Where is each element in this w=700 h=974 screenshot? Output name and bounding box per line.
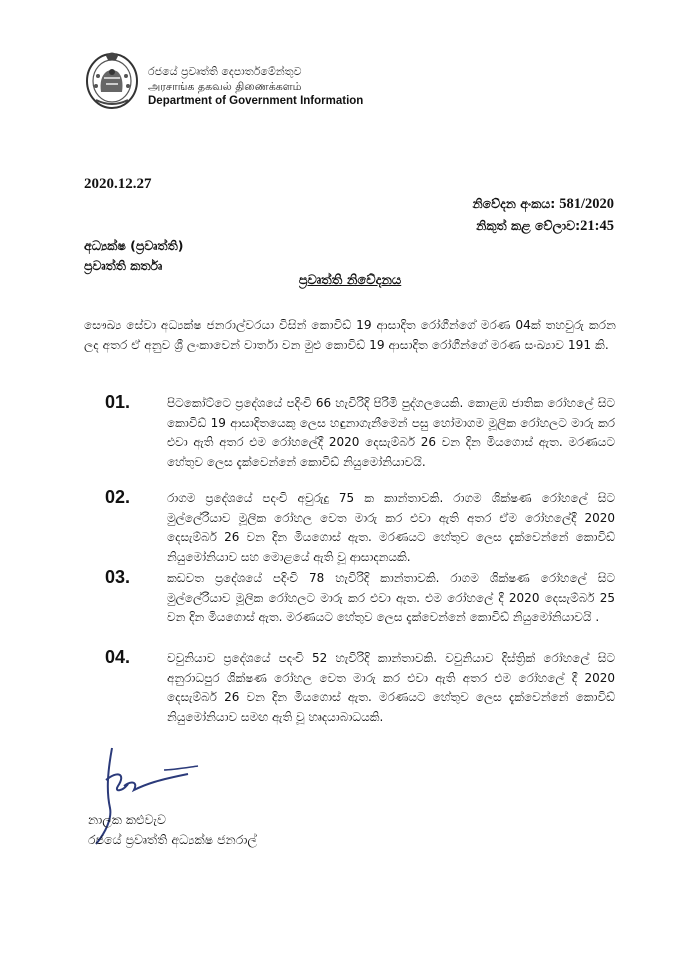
reference-block: [473, 193, 614, 237]
release-number: 581/2020: [559, 196, 614, 212]
department-name: [148, 64, 363, 109]
item-number: 03.: [105, 567, 131, 587]
addressee-line: ප්‍රවෘත්ති කර්තෘ: [84, 258, 163, 273]
release-time-label: නිකුත් කළ වේලාව:: [476, 218, 581, 233]
release-number-row: [473, 193, 614, 215]
item-text: වවුනියාව ප්‍රදේශයේ පදංචි 52 හැවිරිදි කාන්තාවකි. වවුනියාව දිස්ත්‍රික් රෝහලේ සිට අනුරාධපුර ශික්ෂණ රෝහල වෙත මාරු කර එවා ඇති අතර එම රෝහලේ දී 2020 දෙසැම්බර් 26 වන දින මියගොස් ඇත. මරණයට හේතුව ලෙස දැක්වෙන්නේ කොවිඩ් නියුමෝනියාව සමඟ ඇති වූ හෘදයාබාධයකි.: [167, 651, 615, 724]
release-time: 21:45: [580, 218, 614, 234]
item-text: කඩවත ප්‍රදේශයේ පදිංචි 78 හැවිරිදි කාන්තාවකි. රාගම ශික්ෂණ රෝහලේ සිට මුල්ලේරියාව මූලික රෝහලට මාරු කර එවා ඇත. එම රෝහලේ දී 2020 දෙසැම්බර් 25 වන දින මියගොස් ඇත. මරණයට හේතුව ලෙස දැක්වෙන්නේ කොවිඩ් නියුමෝනියාවයි .: [167, 571, 615, 624]
document-title-text: ප්‍රවෘත්ති නිවේදනය: [298, 273, 402, 288]
signer-designation: රජයේ ප්‍රවෘත්ති අධ්‍යක්ෂ ජනරාල්: [88, 832, 257, 847]
item-text: රාගම ප්‍රදේශයේ පදංචි අවුරුදු 75 ක කාන්තාවකි. රාගම ශික්ෂණ රෝහලේ සිට මුල්ලේරියාව මූලික රෝහල වෙත මාරු කර එවා ඇති අතර ඒම රෝහලේදී 2020 දෙසැම්බර් 26 වන දින මියගොස් ඇත. මරණයට හේතුව ලෙස දැක්වෙන්නේ කොවිඩ් නියුමෝනියාව සහ මොළයේ ඇති වූ ආසාදනයකි.: [167, 491, 615, 564]
department-name-tamil: அரசாங்க தகவல் திணைக்களம்: [148, 80, 302, 93]
item-text: පිටකෝට්ටෙ ප්‍රදේශයේ පදිංචි 66 හැවිරිදි පිරිමි පුද්ගලයෙකි. කොළඹ ජාතික රෝහලේ සිට කොවිඩ් 19 ආසාදිතයෙකු ලෙස හඳුනාගැනීමෙන් පසු හෝමාගම මූලික රෝහලට මාරු කර එවා ඇති අතර එම රෝහලේදී 2020 දෙසැම්බර් 26 වන දින මියගොස් ඇත. මරණයට හේතුව ලෙස දැක්වෙන්නේ කොවිඩ් නියුමෝනියාවයි.: [167, 396, 615, 469]
release-number-label: නිවේදන අංකය:: [472, 196, 556, 211]
release-date: 2020.12.27: [84, 176, 152, 192]
sri-lanka-emblem-icon: [84, 48, 140, 110]
addressee-line: අධ්‍යක්ෂ (ප්‍රවෘත්ති): [84, 238, 184, 253]
intro-paragraph: සෞඛ්‍ය සේවා අධ්‍යක්ෂ ජනරාල්වරයා විසින් කොවිඩ් 19 ආසාදිත රෝගීන්ගේ මරණ 04ක් තහවුරු කරන ලද අතර ඒ අනුව ශ්‍රී ලංකාවෙන් වාර්තා වන මුළු කොවිඩ් 19 ආසාදිත රෝගීන්ගේ මරණ සංඛ්‍යාව 191 කි.: [84, 318, 616, 352]
item-number: 04.: [105, 647, 131, 667]
department-name-english: Department of Government Information: [148, 95, 364, 107]
document-title: [0, 273, 700, 288]
addressee-block: [84, 236, 183, 276]
signer-block: [88, 810, 257, 850]
department-name-sinhala: රජයේ ප්‍රවෘත්ති දෙපාර්තමේන්තුව: [148, 65, 302, 78]
release-time-row: [473, 215, 614, 237]
item-number: 02.: [105, 487, 131, 507]
item-number: 01.: [105, 392, 131, 412]
signer-name: නාලක කළුවැව: [88, 812, 166, 827]
